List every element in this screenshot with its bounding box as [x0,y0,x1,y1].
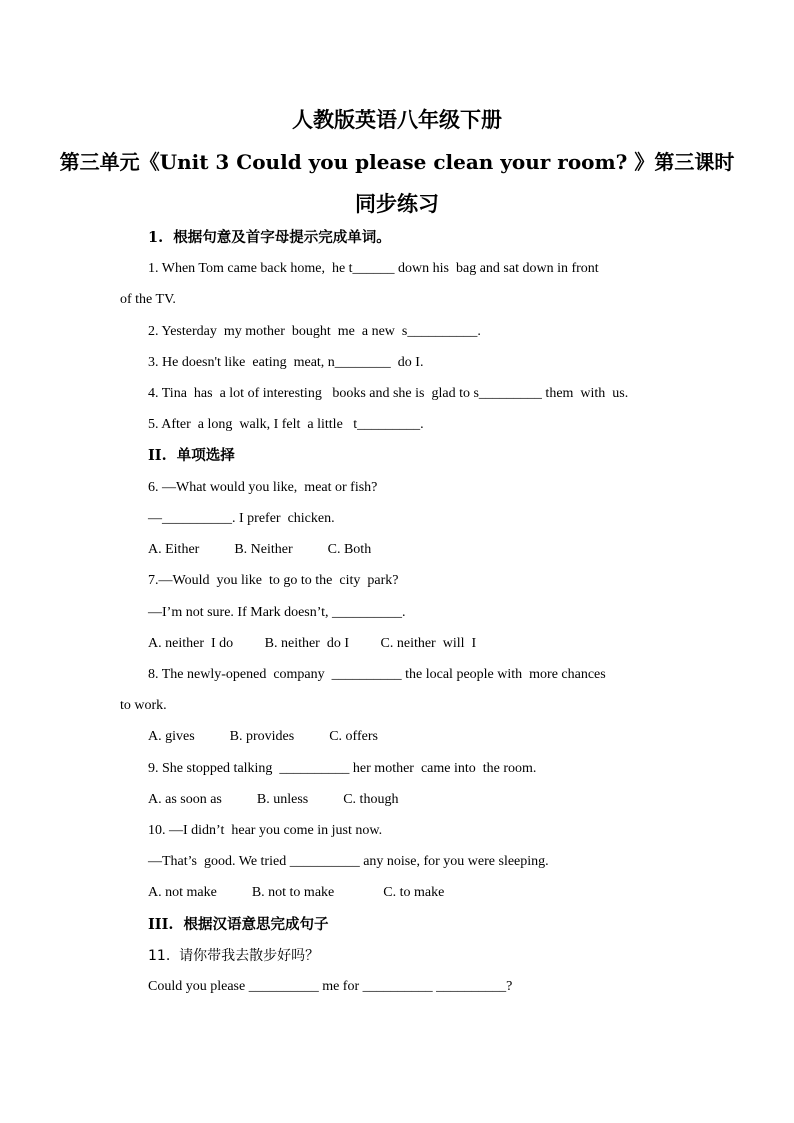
question-11-chinese: 11. 请你带我去散步好吗？ [148,948,320,964]
question-5: 5. After a long walk, I felt a little t_________. [148,417,424,432]
question-10-line-2: —That’s good. We tried __________ any noise, for you were sleeping. [148,854,549,869]
title-line-2: 第三单元《Unit 3 Could you please clean your room? 》第三课时 [59,150,735,174]
question-8-line-2: to work. [120,698,167,713]
question-1-line-2: of the TV. [120,292,176,307]
question-4: 4. Tina has a lot of interesting books and she is glad to s_________ them with us. [148,386,629,401]
question-7-line-2: —I’m not sure. If Mark doesn’t, __________. [148,605,406,620]
question-6-line-1: 6. —What would you like, meat or fish? [148,480,378,495]
question-6-options: A. Either B. Neither C. Both [148,542,372,557]
question-8-options: A. gives B. provides C. offers [148,729,378,744]
question-6-line-2: —__________. I prefer chicken. [148,511,335,526]
question-8-line-1: 8. The newly-opened company __________ the local people with more chances [148,667,606,682]
question-1-line-1: 1. When Tom came back home, he t______ down his bag and sat down in front [148,261,599,276]
question-7-line-1: 7.—Would you like to go to the city park? [148,573,399,588]
question-7-options: A. neither I do B. neither do I C. neither will I [148,636,477,651]
question-9-options: A. as soon as B. unless C. though [148,792,399,807]
question-2: 2. Yesterday my mother bought me a new s__________. [148,324,481,339]
title-line-3: 同步练习 [355,191,439,216]
question-9: 9. She stopped talking __________ her mother came into the room. [148,761,537,776]
section-1-heading: 1. 根据句意及首字母提示完成单词。 [148,229,391,246]
question-10-options: A. not make B. not to make C. to make [148,885,445,900]
question-3: 3. He doesn't like eating meat, n________ do I. [148,355,424,370]
title-line-1: 人教版英语八年级下册 [292,107,502,132]
section-2-heading: II. 单项选择 [148,447,235,464]
question-10-line-1: 10. —I didn’t hear you come in just now. [148,823,383,838]
question-11-english: Could you please __________ me for __________ __________? [148,979,513,994]
section-3-heading: III. 根据汉语意思完成句子 [148,916,329,933]
